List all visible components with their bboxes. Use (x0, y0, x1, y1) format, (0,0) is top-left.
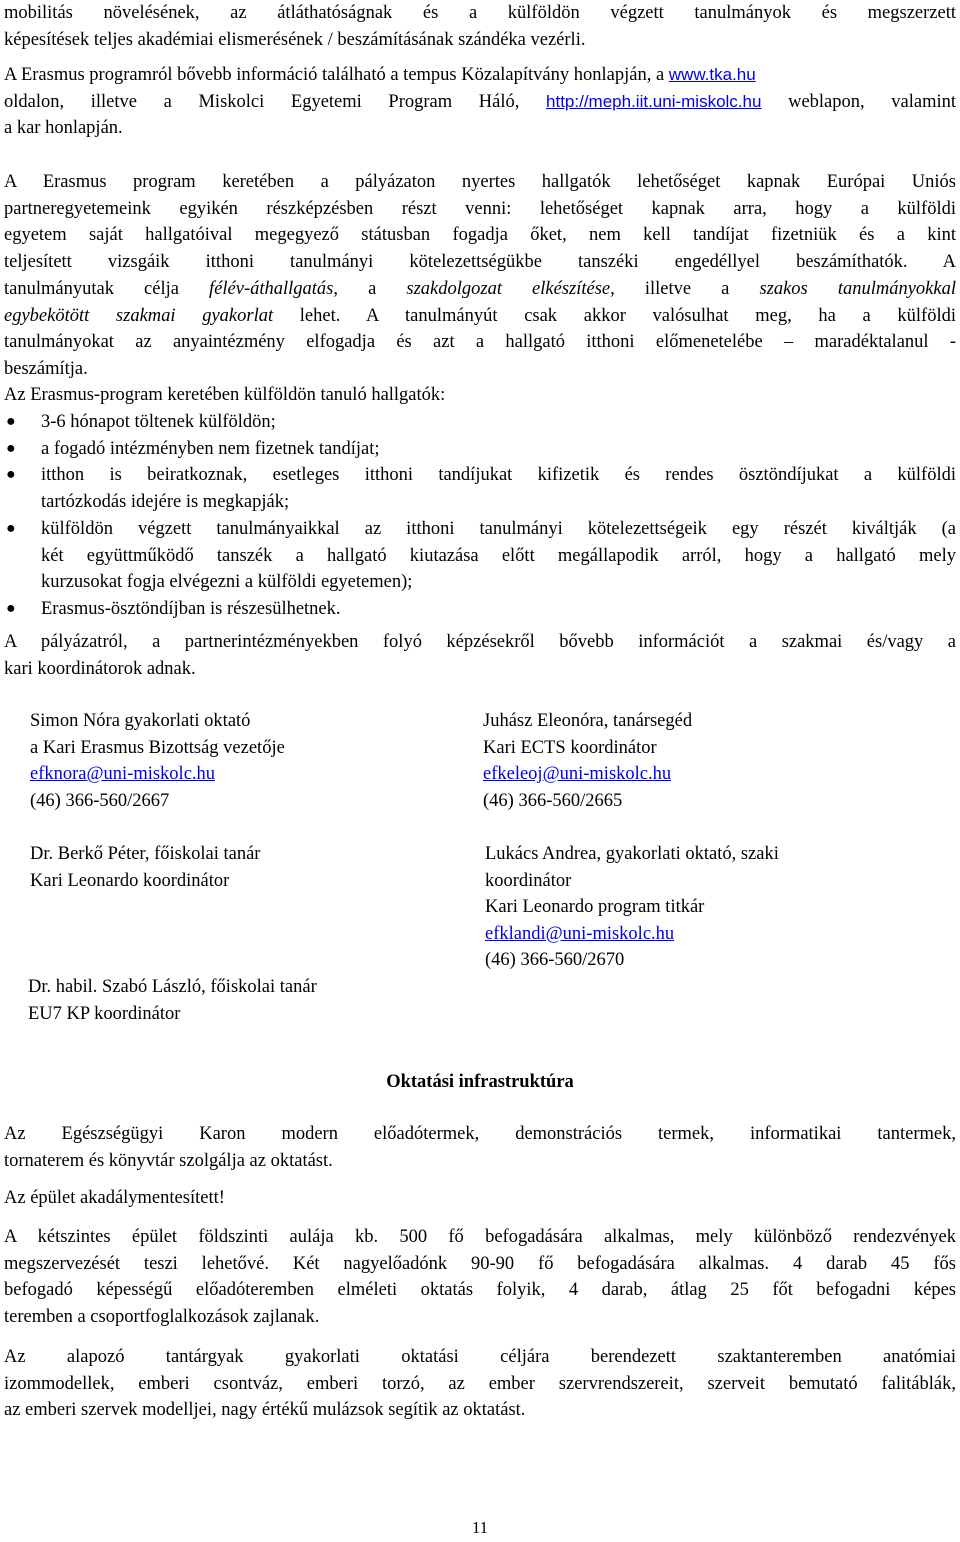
contact-name: Lukács Andrea, gyakorlati oktató, szaki (485, 844, 779, 864)
text-line: 3-6 hónapot töltenek külföldön; (41, 412, 276, 432)
paragraph-intro-continuation (4, 0, 956, 53)
contact-lukacs (485, 841, 779, 974)
text-line: kurzusokat fogja elvégezni a külföldi egyetemen); (41, 572, 413, 593)
text-line: teremben a csoportfoglalkozások zajlanak. (4, 1307, 320, 1328)
contact-role: a Kari Erasmus Bizottság vezetője (30, 737, 285, 758)
contact-name: Dr. habil. Szabó László, főiskolai tanár (28, 977, 317, 997)
text-line (4, 89, 956, 116)
contact-phone: (46) 366-560/2667 (30, 790, 170, 811)
email-link[interactable]: efklandi@uni-miskolc.hu (485, 923, 675, 944)
paragraph-erasmus-info (4, 62, 956, 142)
contact-role: Kari Leonardo koordinátor (30, 870, 230, 891)
text-line: beszámítja. (4, 358, 88, 379)
text-line: tornaterem és könyvtár szolgálja az oktatást. (4, 1150, 333, 1171)
paragraph-accessibility (4, 1185, 956, 1212)
italic-text: félév-áthallgatás (209, 278, 334, 299)
text-span: tanulmányutak célja (4, 278, 210, 299)
text-line: a fogadó intézményben nem fizetnek tandíjat; (41, 438, 380, 459)
contact-role: Kari ECTS koordinátor (483, 737, 657, 758)
contact-szabo (28, 974, 317, 1027)
text-line: befogadó képességű előadóteremben elméleti oktatás folyik, 4 darab, átlag 25 főt befogadni képes (4, 1280, 956, 1301)
bullet-icon: ● (6, 439, 16, 457)
document-page (4, 0, 956, 1536)
text-line: képesítések teljes akadémiai elismerésének / beszámításának szándéka vezérli. (4, 29, 586, 50)
bullet-icon: ● (6, 466, 16, 484)
contact-name: Juhász Eleonóra, tanársegéd (483, 711, 693, 731)
text-span: weblapon, valamint (761, 91, 956, 112)
contact-role: EU7 KP koordinátor (28, 1003, 181, 1024)
text-line: tartózkodás idejére is megkapják; (41, 492, 290, 513)
text-line: Az alapozó tantárgyak gyakorlati oktatási céljára berendezett szaktanteremben anatómiai (4, 1347, 956, 1367)
text-span: A Erasmus programról bővebb információ található a tempus Közalapítvány honlapján, a (4, 65, 669, 85)
text-line: tanulmányokat az anyaintézmény elfogadja és azt a hallgató itthoni előmenetelébe – maradéktalanul - (4, 332, 956, 353)
text-line: Az épület akadálymentesített! (4, 1188, 225, 1208)
email-link[interactable]: efknora@uni-miskolc.hu (30, 764, 216, 784)
list-item (4, 596, 956, 623)
text-span: lehet. A tanulmányút csak akkor valósulhat meg, ha a külföldi (273, 305, 956, 326)
text-span: oldalon, illetve a Miskolci Egyetemi Program Háló, (4, 91, 547, 112)
italic-text: egybekötött szakmai gyakorlat (4, 305, 274, 326)
bullet-icon: ● (6, 599, 16, 617)
contact-simon (30, 708, 285, 814)
paragraph-coordinators-intro (4, 629, 956, 682)
text-span: , illetve a (610, 278, 760, 299)
list-item (4, 436, 956, 463)
text-line (4, 303, 956, 330)
section-heading: Oktatási infrastruktúra (386, 1072, 574, 1092)
text-line: két együttműködő tanszék a hallgató kiutazása előtt megállapodik arról, hogy a hallgató mely (41, 545, 956, 566)
text-line: A pályázatról, a partnerintézményekben folyó képzésekről bővebb információt a szakmai és/vagy a (4, 632, 956, 652)
text-line: A Erasmus program keretében a pályázaton nyertes hallgatók lehetőséget kapnak Európai Uniós (4, 172, 956, 192)
contact-juhasz (483, 708, 692, 814)
text-line: izommodellek, emberi csontváz, emberi torzó, az ember szervrendszereit, szerveit bemutató falitáblák, (4, 1373, 956, 1394)
link-meph[interactable]: http://meph.iit.uni-miskolc.hu (546, 91, 762, 111)
text-line: az emberi szervek modelljei, nagy értékű mulázsok segítik az oktatást. (4, 1400, 526, 1421)
italic-text: szakdolgozat elkészítése (406, 278, 611, 299)
italic-text: szakos tanulmányokkal (759, 278, 956, 299)
page-number: 11 (471, 1518, 489, 1537)
bullet-icon: ● (6, 413, 16, 430)
text-line: egyetem saját hallgatóival megegyező státusban fogadja őket, nem kell tandíjat fizetniük és a kint (4, 225, 956, 246)
bullet-list (4, 409, 956, 623)
email-link[interactable]: efkeleoj@uni-miskolc.hu (483, 764, 672, 784)
bullet-icon: ● (6, 519, 16, 537)
contact-role: Kari Leonardo program titkár (485, 897, 705, 917)
list-item (4, 462, 956, 515)
link-tka[interactable]: www.tka.hu (668, 65, 756, 84)
text-line: Az Egészségügyi Karon modern előadótermek, demonstrációs termek, informatikai tantermek, (4, 1124, 956, 1144)
contact-berko (30, 841, 260, 894)
text-line: megszervezését teszi lehetővé. Két nagyelőadónk 90-90 fő befogadására alkalmas. 4 darab 45 fős (4, 1253, 956, 1274)
text-line: mobilitás növelésének, az átláthatóságnak és a külföldön végzett tanulmányok és megszerzett (4, 3, 956, 23)
text-line: Erasmus-ösztöndíjban is részesülhetnek. (41, 598, 341, 619)
text-line: itthon is beiratkoznak, esetleges itthoni tandíjukat kifizetik és rendes ösztöndíjukat a külföldi (41, 465, 956, 486)
paragraph-infrastructure (4, 1121, 956, 1174)
contact-name-cont: koordinátor (485, 870, 572, 891)
text-line: teljesített vizsgáik itthoni tanulmányi kötelezettségükbe tanszéki engedéllyel beszámíthatók. A (4, 252, 956, 273)
paragraph-erasmus-program (4, 169, 956, 383)
contact-phone: (46) 366-560/2665 (483, 790, 623, 811)
list-item (4, 409, 956, 436)
contact-name: Simon Nóra gyakorlati oktató (30, 711, 251, 731)
text-line: kari koordinátorok adnak. (4, 658, 196, 679)
text-span: , a (333, 278, 407, 299)
paragraph-lab (4, 1344, 956, 1424)
text-line: A kétszintes épület földszinti aulája kb. 500 fő befogadására alkalmas, mely különböző rendezvények (4, 1227, 956, 1247)
text-line: partneregyetemeink egyikén részképzésben részt venni: lehetőséget kapnak arra, hogy a külföldi (4, 198, 956, 219)
paragraph-list-intro (4, 382, 956, 409)
text-line (4, 62, 956, 89)
text-line: külföldön végzett tanulmányaikkal az itthoni tanulmányi kötelezettségeik egy részét kiváltják (a (41, 518, 956, 539)
text-line: a kar honlapján. (4, 118, 123, 139)
paragraph-building (4, 1224, 956, 1331)
contact-phone: (46) 366-560/2670 (485, 950, 625, 970)
text-line (4, 276, 956, 303)
contact-name: Dr. Berkő Péter, főiskolai tanár (30, 844, 261, 864)
list-item (4, 516, 956, 596)
text-line: Az Erasmus-program keretében külföldön tanuló hallgatók: (4, 385, 446, 405)
